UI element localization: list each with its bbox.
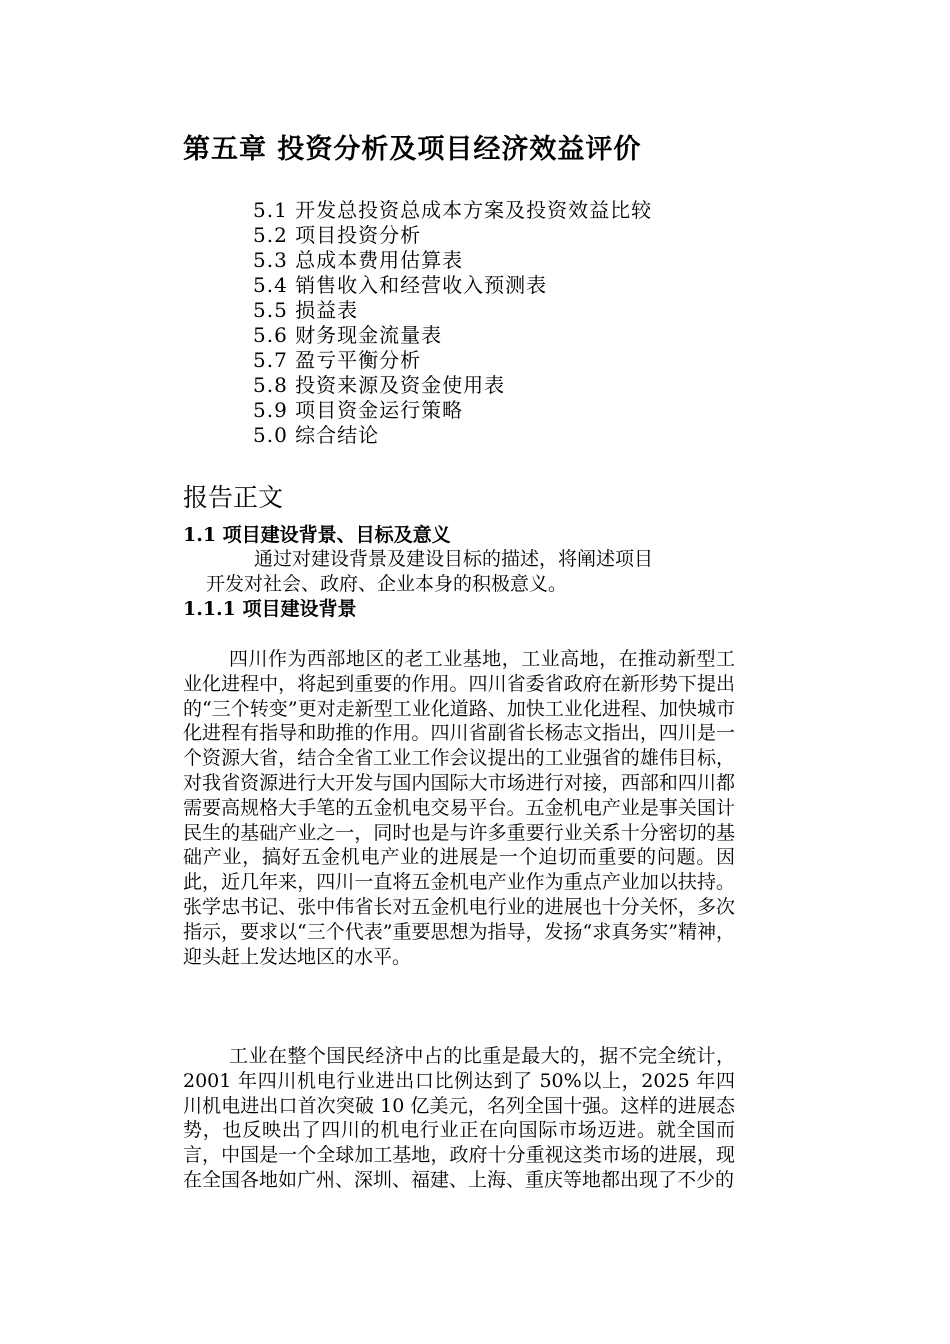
intro-line: 开发对社会、政府、企业本身的积极意义。 bbox=[206, 573, 568, 595]
report-heading: 报告正文 bbox=[183, 483, 284, 512]
intro-line: 通过对建设背景及建设目标的描述，将阐述项目 bbox=[254, 548, 654, 570]
table-of-contents bbox=[253, 198, 652, 448]
toc-item: 5.1 开发总投资总成本方案及投资效益比较 bbox=[253, 198, 653, 222]
toc-item: 5.9 项目资金运行策略 bbox=[253, 398, 464, 422]
section-1-1-heading: 1.1 项目建设背景、目标及意义 bbox=[183, 524, 451, 546]
section-1-1-intro bbox=[206, 547, 746, 597]
toc-item: 5.8 投资来源及资金使用表 bbox=[253, 373, 506, 397]
toc-item: 5.7 盈亏平衡分析 bbox=[253, 348, 422, 372]
toc-item: 5.2 项目投资分析 bbox=[253, 223, 422, 247]
body-paragraph: 工业在整个国民经济中占的比重是最大的，据不完全统计，2001 年四川机电行业进出口比例达到了 50%以上，2025 年四川机电进出口首次突破 10 亿美元，名列全国十强。这样的进展态势，也反映出了四川的机电行业正在向国际市场迈进。就全国而言，中国是一个全球加工基地，政府十分重视这类市场的进展，现在全国各地如广州、深圳、福建、上海、重庆等地都出现了不少的 bbox=[183, 1045, 735, 1191]
toc-item: 5.0 综合结论 bbox=[253, 423, 380, 447]
section-1-1-1-heading: 1.1.1 项目建设背景 bbox=[183, 598, 357, 620]
toc-item: 5.5 损益表 bbox=[253, 298, 359, 322]
toc-item: 5.6 财务现金流量表 bbox=[253, 323, 443, 347]
body-paragraph: 四川作为西部地区的老工业基地，工业高地，在推动新型工业化进程中，将起到重要的作用。四川省委省政府在新形势下提出的“三个转变”更对走新型工业化道路、加快工业化进程、加快城市化进程有指导和助推的作用。四川省副省长杨志文指出，四川是一个资源大省，结合全省工业工作会议提出的工业强省的雄伟目标，对我省资源进行大开发与国内国际大市场进行对接，西部和四川都需要高规格大手笔的五金机电交易平台。五金机电产业是事关国计民生的基础产业之一，同时也是与许多重要行业关系十分密切的基础产业，搞好五金机电产业的进展是一个迫切而重要的问题。因此，近几年来，四川一直将五金机电产业作为重点产业加以扶持。张学忠书记、张中伟省长对五金机电行业的进展也十分关怀，多次指示，要求以“三个代表”重要思想为指导，发扬“求真务实”精神，迎头赶上发达地区的水平。 bbox=[183, 648, 735, 968]
toc-item: 5.3 总成本费用估算表 bbox=[253, 248, 464, 272]
chapter-title: 第五章 投资分析及项目经济效益评价 bbox=[183, 134, 642, 165]
toc-item: 5.4 销售收入和经营收入预测表 bbox=[253, 273, 548, 297]
